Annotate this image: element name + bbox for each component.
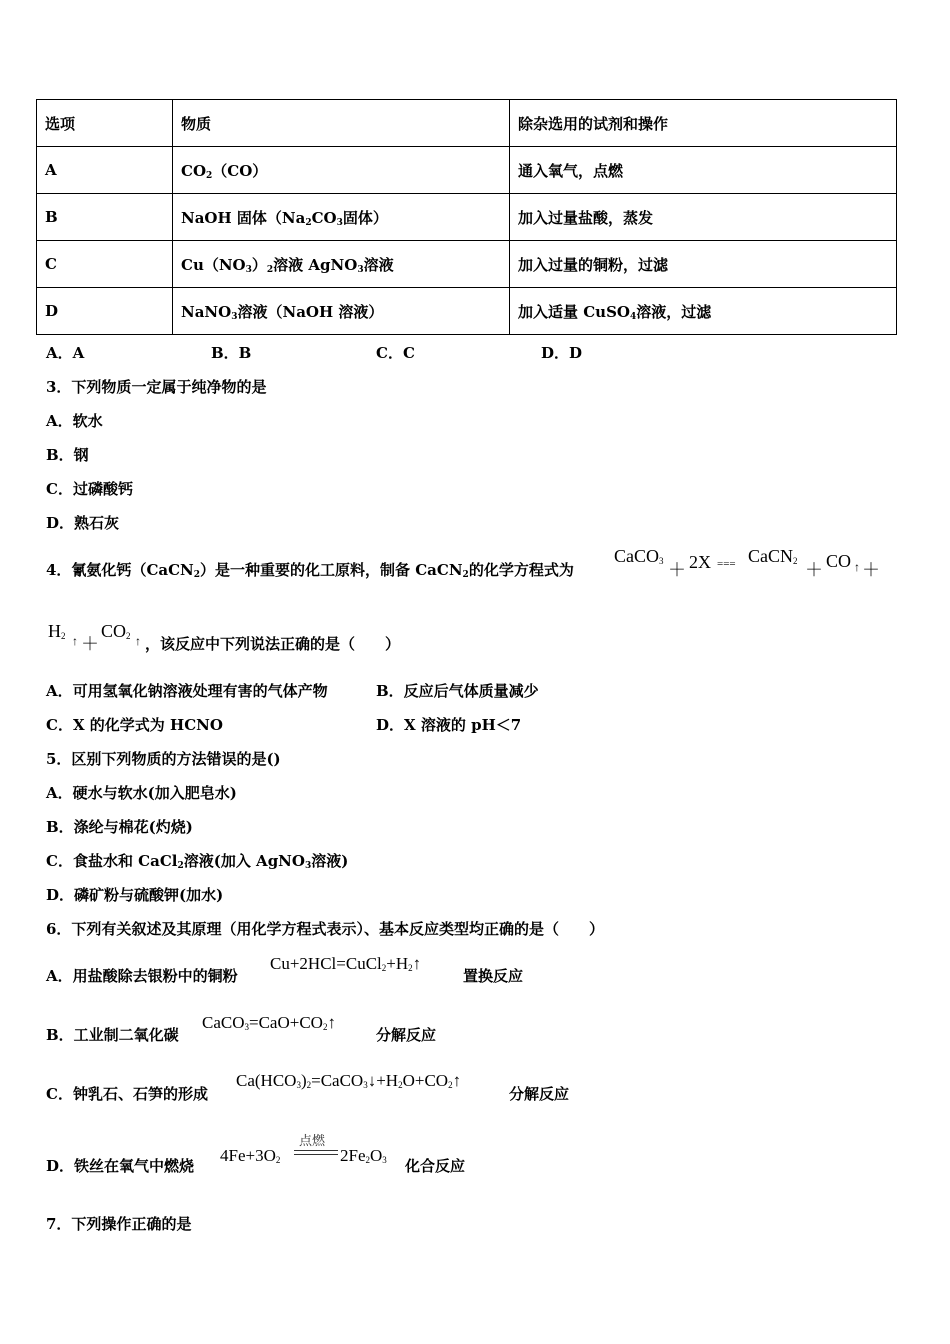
q6-d-equation-left: $4Fe+3O_2$ xyxy=(220,1146,281,1165)
q4-eq-co: CO xyxy=(826,551,852,571)
row-option: A xyxy=(37,147,173,194)
q6-option-d[interactable]: D．铁丝在氧气中燃烧 xyxy=(46,1157,195,1175)
q3-option-c[interactable]: C．过磷酸钙 xyxy=(46,480,133,498)
q4-eq-cacn2: CaCN$_2$ xyxy=(748,546,798,566)
q6-b-equation: $CaCO_3=CaO+CO_2↑$ xyxy=(202,1013,336,1032)
q6-a-equation: $Cu+2HCl=CuCl_2+H_2↑$ xyxy=(270,954,422,973)
q4-eq-up-arrow: ↑ xyxy=(854,560,860,574)
q4-eq-plus: ＋ xyxy=(81,634,99,654)
q5-option-c[interactable]: C．食盐水和 CaCl$_2$溶液(加入 AgNO$_3$溶液) xyxy=(46,852,349,871)
q4-eq-arrow: === xyxy=(717,558,736,570)
q2-option-c[interactable]: C．C xyxy=(376,344,415,362)
table-row xyxy=(37,147,897,194)
header-substance: 物质 xyxy=(173,100,510,147)
row-reagent: 通入氧气，点燃 xyxy=(510,147,897,194)
q6-d-condition: 点燃 xyxy=(299,1133,326,1148)
q4-stem: 4．氰氨化钙（CaCN$_2$）是一种重要的化工原料，制备 CaCN$_2$的化学方程式为 xyxy=(46,561,574,580)
q6-b-reaction-type: 分解反应 xyxy=(376,1026,437,1044)
q2-option-a[interactable]: A．A xyxy=(46,344,85,362)
q6-option-b[interactable]: B．工业制二氧化碳 xyxy=(46,1026,179,1044)
q6-c-equation: $Ca(HCO_3)_2=CaCO_3↓+H_2O+CO_2↑$ xyxy=(236,1071,462,1090)
header-reagent: 除杂选用的试剂和操作 xyxy=(510,100,897,147)
q4-stem-tail: ，该反应中下列说法正确的是（ ） xyxy=(145,635,401,653)
q5-option-a[interactable]: A．硬水与软水(加入肥皂水) xyxy=(46,784,237,802)
q2-option-d[interactable]: D．D xyxy=(541,344,583,362)
row-substance: $Cu(NO_3)_2$溶液 AgNO$_3$溶液 xyxy=(173,241,510,288)
q5-stem: 5．区别下列物质的方法错误的是() xyxy=(46,750,281,768)
table-header-row xyxy=(37,100,897,147)
q6-option-a[interactable]: A．用盐酸除去银粉中的铜粉 xyxy=(46,967,238,985)
q6-d-reaction-type: 化合反应 xyxy=(405,1157,466,1175)
row-substance: NaOH 固体（$Na_2CO_3$固体） xyxy=(173,194,510,241)
row-option: B xyxy=(37,194,173,241)
row-reagent: 加入适量 CuSO$_4$溶液，过滤 xyxy=(510,288,897,335)
q4-option-b[interactable]: B．反应后气体质量减少 xyxy=(376,682,539,700)
q4-eq-up-arrow: ↑ xyxy=(135,634,141,648)
q6-d-equation-right: $2Fe_2O_3$ xyxy=(340,1146,387,1165)
q6-a-reaction-type: 置换反应 xyxy=(463,967,524,985)
q4-eq-plus: ＋ xyxy=(668,560,686,580)
q4-eq-plus: ＋ xyxy=(862,560,880,580)
row-option: C xyxy=(37,241,173,288)
q6-c-reaction-type: 分解反应 xyxy=(509,1085,570,1103)
impurity-removal-table xyxy=(36,99,897,335)
row-reagent: 加入过量的铜粉，过滤 xyxy=(510,241,897,288)
row-substance: NaNO$_3$溶液（NaOH 溶液） xyxy=(173,288,510,335)
q7-stem: 7．下列操作正确的是 xyxy=(46,1215,192,1233)
q6-stem: 6．下列有关叙述及其原理（用化学方程式表示）、基本反应类型均正确的是（ ） xyxy=(46,920,604,938)
table-row xyxy=(37,194,897,241)
q4-eq-caco3: CaCO$_3$ xyxy=(614,546,664,566)
table-row xyxy=(37,288,897,335)
q5-option-b[interactable]: B．涤纶与棉花(灼烧) xyxy=(46,818,193,836)
q4-eq-h2: $H_2$ xyxy=(48,621,66,641)
row-option: D xyxy=(37,288,173,335)
q3-option-d[interactable]: D．熟石灰 xyxy=(46,514,120,532)
row-reagent: 加入过量盐酸，蒸发 xyxy=(510,194,897,241)
q6-d-equals-bar-top xyxy=(294,1150,338,1151)
q4-eq-up-arrow: ↑ xyxy=(72,634,78,648)
q6-option-c[interactable]: C．钟乳石、石笋的形成 xyxy=(46,1085,208,1103)
q4-option-a[interactable]: A．可用氢氧化钠溶液处理有害的气体产物 xyxy=(46,682,328,700)
q4-eq-co2: $CO_2$ xyxy=(101,621,131,641)
table-row xyxy=(37,241,897,288)
q4-option-c[interactable]: C．X 的化学式为 HCNO xyxy=(46,716,223,734)
header-option: 选项 xyxy=(37,100,173,147)
row-substance: $CO_2(CO)$ xyxy=(173,147,510,194)
q3-option-a[interactable]: A．软水 xyxy=(46,412,103,430)
q3-stem: 3．下列物质一定属于纯净物的是 xyxy=(46,378,267,396)
q5-option-d[interactable]: D．磷矿粉与硫酸钾(加水) xyxy=(46,886,224,904)
q4-eq-2x: 2X xyxy=(689,552,711,572)
q2-option-b[interactable]: B．B xyxy=(211,344,252,362)
q3-option-b[interactable]: B．钢 xyxy=(46,446,89,464)
q6-d-equals-bar-bottom xyxy=(294,1154,338,1155)
q4-eq-plus: ＋ xyxy=(805,560,823,580)
q4-option-d[interactable]: D．X 溶液的 pH＜7 xyxy=(376,716,522,734)
